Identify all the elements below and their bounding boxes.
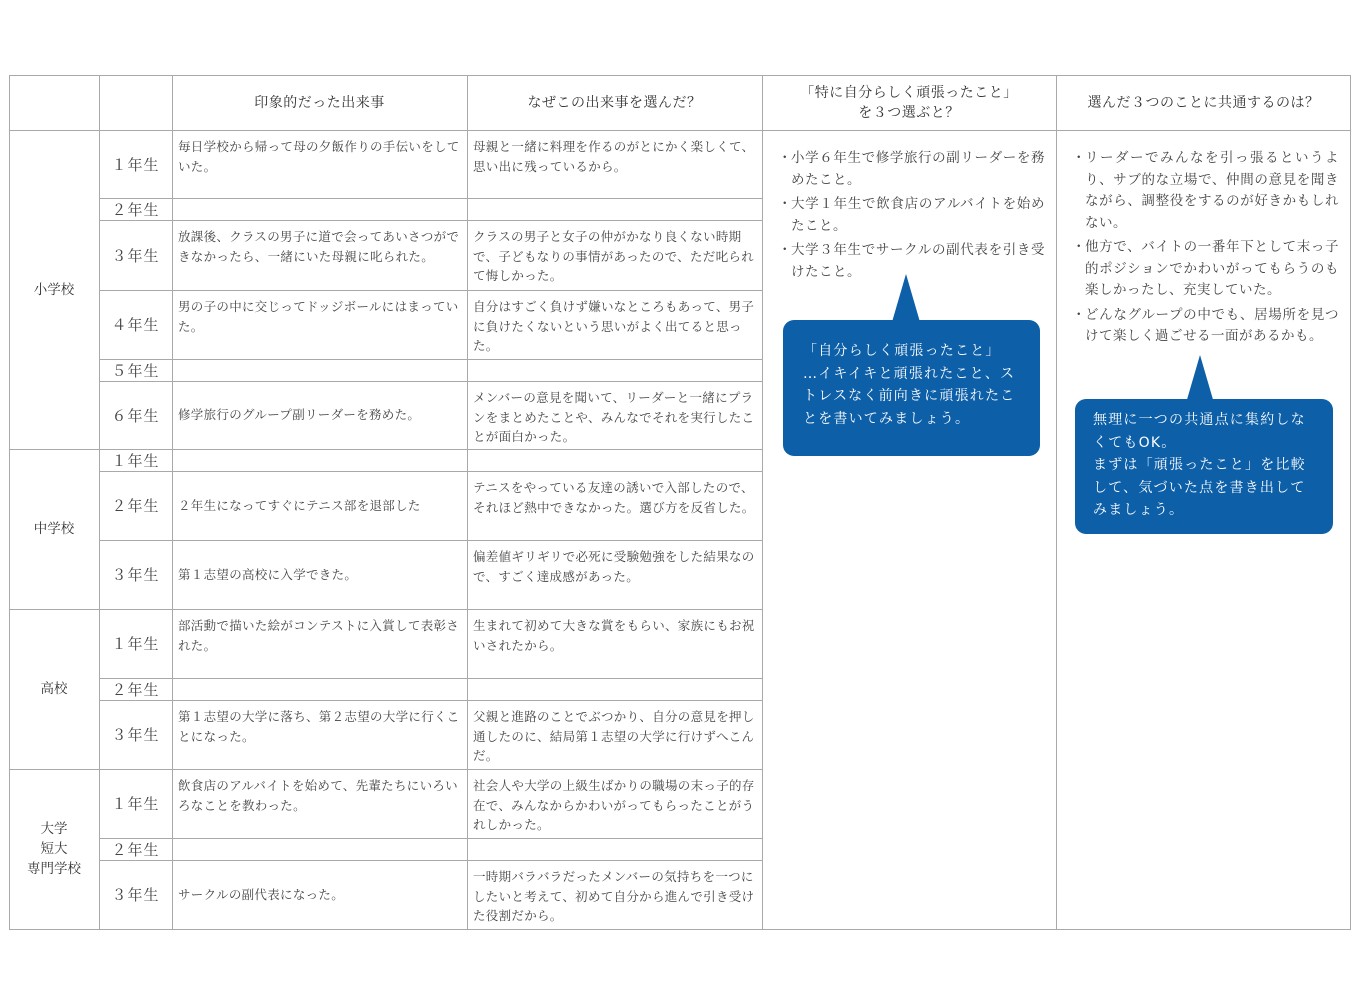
grade-label: １年生 xyxy=(111,795,160,813)
pick3-list xyxy=(778,148,1045,286)
grade-label: １年生 xyxy=(111,155,160,174)
list-item xyxy=(1072,237,1339,302)
stage-label: 中学校 xyxy=(33,521,75,537)
list-item-text: どんなグループの中でも、居場所を見つけて楽しく過ごせる一面があるかも。 xyxy=(1085,306,1339,344)
reason-cell: テニスをやっている友達の誘いで入部したので、それほど熱中できなかった。選び方を反省した。 xyxy=(473,480,755,515)
common-tip-bubble: 無理に一つの共通点に集約しなくてもOK。 まずは「頑張ったこと」を比較して、気づいた点を書き出してみましょう。 xyxy=(1075,399,1333,534)
event-cell: 飲食店のアルバイトを始めて、先輩たちにいろいろなことを教わった。 xyxy=(178,778,458,813)
grade-label: ５年生 xyxy=(111,361,160,380)
reason-cell xyxy=(467,359,762,381)
header-reason: なぜこの出来事を選んだ？ xyxy=(527,94,702,111)
grade-label: ３年生 xyxy=(111,726,160,744)
event-cell xyxy=(172,198,467,220)
reason-cell: 社会人や大学の上級生ばかりの職場の末っ子的存在で、みんなからかわいがってもらったことがうれしかった。 xyxy=(473,778,755,832)
reason-cell: 偏差値ギリギリで必死に受験勉強をした結果なので、すごく達成感があった。 xyxy=(473,549,755,584)
list-item-text: リーダーでみんなを引っ張るというより、サブ的な立場で、仲間の意見を聞きながら、調整役をするのが好きかもしれない。 xyxy=(1085,150,1339,231)
event-cell: 第１志望の高校に入学できた。 xyxy=(178,566,358,582)
header-event: 印象的だった出来事 xyxy=(254,94,385,111)
event-cell xyxy=(172,838,467,860)
grade-label: ３年生 xyxy=(111,246,160,265)
grade-label: ２年生 xyxy=(111,497,160,515)
reason-cell xyxy=(467,678,762,700)
bullet: ・ xyxy=(1072,239,1086,255)
list-item xyxy=(778,148,1045,191)
grid-line xyxy=(9,929,1351,930)
self-analysis-table xyxy=(9,75,1351,930)
grid-line xyxy=(1056,75,1057,930)
list-item xyxy=(1072,148,1339,234)
event-cell: 第１志望の大学に落ち、第２志望の大学に行くことになった。 xyxy=(178,709,460,744)
reason-cell: 自分はすごく負けず嫌いなところもあって、男子に負けたくないという思いがよく出てると思った。 xyxy=(473,299,755,353)
event-cell: 毎日学校から帰って母の夕飯作りの手伝いをしていた。 xyxy=(178,139,460,174)
reason-cell xyxy=(467,449,762,471)
grade-label: ２年生 xyxy=(111,680,160,699)
event-cell: 男の子の中に交じってドッジボールにはまっていた。 xyxy=(178,299,459,334)
grid-line xyxy=(762,75,763,930)
reason-cell: クラスの男子と女子の仲がかなり良くない時期で、子どもなりの事情があったので、ただ叱られて悔しかった。 xyxy=(473,229,754,283)
reason-cell: 生まれて初めて大きな賞をもらい、家族にもお祝いされたから。 xyxy=(473,618,755,653)
grade-label: １年生 xyxy=(111,451,160,470)
event-cell: 部活動で描いた絵がコンテストに入賞して表彰された。 xyxy=(178,618,460,653)
stage-label: 高校 xyxy=(40,681,68,697)
grade-label: ３年生 xyxy=(111,566,160,584)
reason-cell: 父親と進路のことでぶつかり、自分の意見を押し通したのに、結局第１志望の大学に行けずへこんだ。 xyxy=(473,709,755,763)
event-cell xyxy=(172,359,467,381)
pick3-bubble-tail xyxy=(892,274,920,322)
grade-label: １年生 xyxy=(111,635,160,653)
pick3-tip-bubble: 「自分らしく頑張ったこと」 …イキイキと頑張れたこと、ストレスなく前向きに頑張れたことを書いてみましょう。 xyxy=(783,320,1040,456)
common-bubble-tail xyxy=(1186,355,1214,403)
grid-line xyxy=(1350,75,1351,930)
event-cell: サークルの副代表になった。 xyxy=(178,886,345,902)
list-item xyxy=(1072,305,1339,348)
event-cell: ２年生になってすぐにテニス部を退部した xyxy=(178,497,421,513)
common-list xyxy=(1072,148,1339,351)
event-cell xyxy=(172,449,467,471)
stage-label: 小学校 xyxy=(33,281,75,298)
reason-cell xyxy=(467,838,762,860)
bullet: ・ xyxy=(1072,306,1086,323)
grade-label: ３年生 xyxy=(111,886,160,904)
list-item-text: 大学３年生でサークルの副代表を引き受けたこと。 xyxy=(791,242,1045,280)
bullet: ・ xyxy=(778,242,792,258)
event-cell: 修学旅行のグループ副リーダーを務めた。 xyxy=(178,407,421,423)
event-cell: 放課後、クラスの男子に道で会ってあいさつができなかったら、一緒にいた母親に叱られた。 xyxy=(178,229,460,264)
reason-cell: メンバーの意見を聞いて、リーダーと一緒にプランをまとめたことや、みんなでそれを実行したことが面白かった。 xyxy=(473,390,755,444)
list-item-text: 大学１年生で飲食店のアルバイトを始めたこと。 xyxy=(791,196,1045,234)
list-item-text: 他方で、バイトの一番年下として末っ子的ポジションでかわいがってもらうのも楽しかったし、充実していた。 xyxy=(1085,239,1339,298)
event-cell xyxy=(172,678,467,700)
reason-cell: 一時期バラバラだったメンバーの気持ちを一つにしたいと考えて、初めて自分から進んで引き受けた役割だから。 xyxy=(473,869,755,923)
bullet: ・ xyxy=(1072,150,1086,166)
list-item xyxy=(778,194,1045,237)
grade-label: ６年生 xyxy=(111,406,160,425)
bullet: ・ xyxy=(778,196,792,212)
reason-cell xyxy=(467,198,762,220)
reason-cell: 母親と一緒に料理を作るのがとにかく楽しくて、思い出に残っているから。 xyxy=(473,139,755,174)
list-item-text: 小学６年生で修学旅行の副リーダーを務めたこと。 xyxy=(791,150,1045,188)
stage-label: 大学 短大 専門学校 xyxy=(27,821,81,877)
bullet: ・ xyxy=(778,150,792,166)
grade-label: ４年生 xyxy=(111,316,160,334)
grade-label: ２年生 xyxy=(111,840,160,859)
header-pick3: 「特に自分らしく頑張ったこと」 を３つ選ぶと？ xyxy=(800,84,1018,121)
grade-label: ２年生 xyxy=(111,200,160,219)
header-common: 選んだ３つのことに共通するのは？ xyxy=(1087,94,1320,111)
